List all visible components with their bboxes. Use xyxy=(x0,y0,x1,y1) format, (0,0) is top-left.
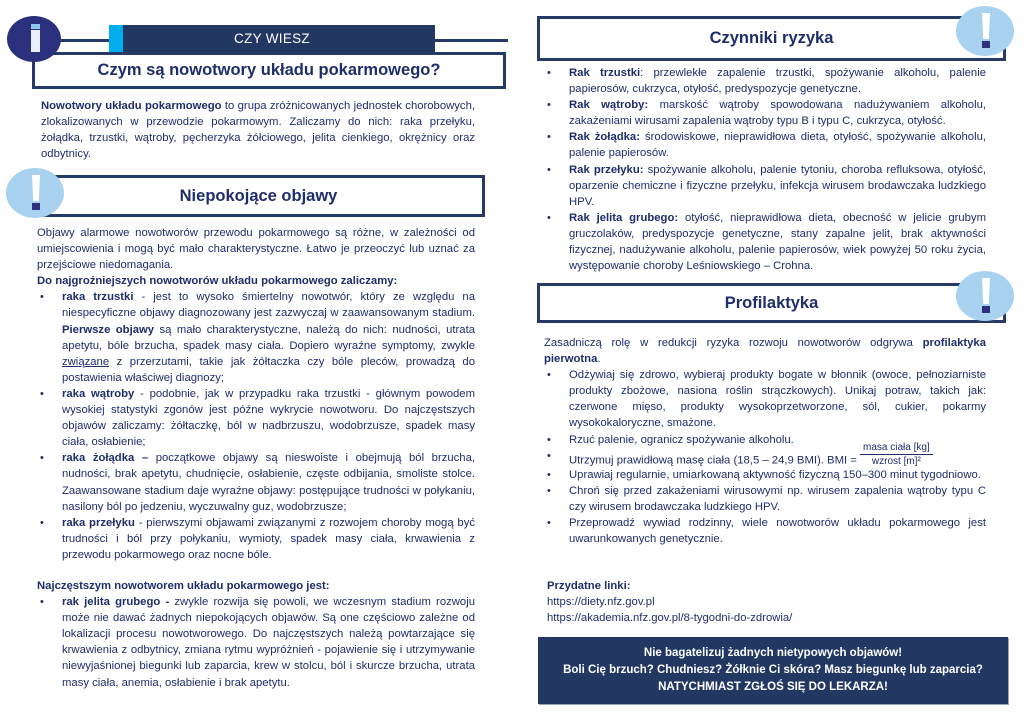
alert-line-3: NATYCHMIAST ZGŁOŚ SIĘ DO LEKARZA! xyxy=(658,681,888,693)
prevention-title-box xyxy=(537,283,1006,323)
symptoms-title: Niepokojące objawy xyxy=(179,186,338,205)
prevention-intro: Zasadniczą rolę w redukcji ryzyka rozwoju nowotworów odgrywa profilaktyka pierwotna. xyxy=(544,337,986,366)
exclamation-icon xyxy=(6,168,64,218)
list-item: • Uprawiaj regularnie, umiarkowaną aktywność fizyczną 150–300 minut tygodniowo. xyxy=(544,467,986,483)
bmi-denominator: wzrost [m]² xyxy=(871,455,921,467)
list-item: • raka żołądka – początkowe objawy są nieswoiste i obejmują ból brzucha, nudności, brak apetytu, chudnięcie, osłabienie, częste odbijania, smoliste stolce. Zaawansowane stadium daje wyraźne objawy: postępujące trudności w połykaniu, nasilony ból po jedzeniu, wyczuwalny guz, wodobrzusze; xyxy=(37,450,475,514)
alert-banner xyxy=(538,637,1008,704)
badge-accent xyxy=(109,25,123,52)
list-item: • Rak trzustki: przewlekłe zapalenie trzustki, spożywanie alkoholu, palenie papierosów, cukrzyca, otyłość, predyspozycje genetyczne. xyxy=(544,65,986,97)
exclamation-icon xyxy=(956,6,1014,56)
intro-title-box xyxy=(32,52,506,89)
intro-paragraph xyxy=(41,98,475,162)
list-item: • Rak żołądka: środowiskowe, nieprawidłowa dieta, otyłość, spożywanie alkoholu, palenie papierosów. xyxy=(544,129,986,161)
symptoms-list xyxy=(37,289,475,563)
links-title: Przydatne linki: xyxy=(547,580,631,592)
czy-wiesz-badge xyxy=(109,25,435,52)
symptoms-intro: Objawy alarmowe nowotworów przewodu pokarmowego są różne, w zależności od umiejscowienia i mogą być mało charakterystyczne. Łatwo je przeoczyć lub uznać za przejściowe niedomagania. xyxy=(37,227,475,272)
prevention-title: Profilaktyka xyxy=(724,293,819,312)
list-item: • Rzuć palenie, ogranicz spożywanie alkoholu. xyxy=(544,432,986,448)
intro-title: Czym są nowotwory układu pokarmowego? xyxy=(97,61,441,79)
badge-label: CZY WIESZ xyxy=(234,31,310,46)
risk-title-box xyxy=(537,16,1006,61)
alert-line-1: Nie bagatelizuj żadnych nietypowych objawów! xyxy=(643,647,903,659)
common-cancer-section xyxy=(37,578,475,691)
list-item: • Przeprowadź wywiad rodzinny, wiele nowotworów układu pokarmowego jest uwarunkowanych genetycznie. xyxy=(544,515,986,547)
list-item: • Rak jelita grubego: otyłość, nieprawidłowa dieta, obecność w jelicie grubym gruczolaków, predyspozycje genetyczne, stany zapalne jelit, brak aktywności fizycznej, nadużywanie alkoholu, palenie papierosów, wiek powyżej 50 roku życia, występowanie choroby Leśniowskiego – Crohna. xyxy=(544,210,986,274)
risk-body xyxy=(544,65,986,274)
connector-line-right xyxy=(434,39,508,42)
bmi-formula xyxy=(860,442,933,467)
list-item: • raka wątroby - podobnie, jak w przypadku raka trzustki - głównym powodem wysokiej statystyki zgonów jest późne wykrycie nowotworu. Do najczęstszych objawów zaliczamy: żółtaczkę, ból w nadbrzuszu, wodobrzusze, spadek masy ciała, osłabienie; xyxy=(37,386,475,450)
exclamation-icon xyxy=(956,271,1014,321)
info-icon xyxy=(7,16,61,62)
symptoms-subhead: Do najgroźniejszych nowotworów układu pokarmowego zaliczamy: xyxy=(37,275,398,288)
prevention-list xyxy=(544,367,986,547)
connector-line xyxy=(55,39,111,42)
bmi-numerator: masa ciała [kg] xyxy=(860,442,933,455)
intro-bold: Nowotwory układu pokarmowego xyxy=(41,100,222,112)
list-item: • raka przełyku - pierwszymi objawami związanymi z rozwojem choroby mogą być trudności i ból przy połykaniu, wymioty, spadek masy ciała, krwawienia z przewodu pokarmowego oraz nocne bóle. xyxy=(37,515,475,563)
useful-links xyxy=(547,578,987,626)
intro-text: to grupa zróżnicowanych jednostek chorobowych, zlokalizowanych w przewodzie pokarmowym. Zaliczamy do nich: raka przełyku, żołądka, trzustki, wątroby, pęcherzyka żółciowego, jelita cienkiego, okrężnicy oraz odbytnicy. xyxy=(41,100,475,161)
risk-list xyxy=(544,65,986,274)
alert-line-2: Boli Cię brzuch? Chudniesz? Żółknie Ci skóra? Masz biegunkę lub zaparcia? xyxy=(563,664,983,676)
list-item: • raka trzustki - jest to wysoko śmiertelny nowotwór, który ze względu na niespecyficzne objawy diagnozowany jest zazwyczaj w zaawansowanym stadium. Pierwsze objawy są mało charakterystyczne, należą do nich: nudności, utrata apetytu, bóle brzucha, spadek masy ciała. Dopiero wyraźne symptomy, zwykle związane z przerzutami, takie jak żółtaczka czy bóle pleców, prowadzą do postawienia właściwej diagnozy; xyxy=(37,289,475,386)
link-akademia-nfz[interactable]: https://akademia.nfz.gov.pl/8-tygodni-do-zdrowia/ xyxy=(547,612,793,625)
list-item: • Rak przełyku: spożywanie alkoholu, palenie tytoniu, choroba refluksowa, otyłość, oparzenie chemiczne i fizyczne przełyku, infekcja wirusem brodawczaka ludzkiego HPV. xyxy=(544,162,986,210)
list-item: • rak jelita grubego - zwykle rozwija się powoli, we wczesnym stadium rozwoju może nie dawać żadnych niepokojących objawów. Są one częściowo zależne od lokalizacji procesu nowotworowego. Do najczęstszych należą powtarzające się krwawienia z odbytnicy, zmiana rytmu wypróżnień - pojawienie się i utrzymywanie niewyjaśnionej biegunki lub zaparcia, krew w stolcu, ból i skurcze brzucha, utrata masy ciała, anemia, osłabienie i brak apetytu. xyxy=(37,594,475,691)
symptoms-body xyxy=(37,225,475,563)
list-item: • Odżywiaj się zdrowo, wybieraj produkty bogate w błonnik (owoce, pełnoziarniste produkty zbożowe, nasiona roślin strączkowych). Unikaj potraw, takich jak: czerwone mięso, produkty wysokoprzetworzone, sól, cukier, pokarmy wysokokaloryczne, smażone. xyxy=(544,367,986,431)
link-diety-nfz[interactable]: https://diety.nfz.gov.pl xyxy=(547,596,655,609)
prevention-body xyxy=(544,335,986,547)
common-subhead: Najczęstszym nowotworem układu pokarmowego jest: xyxy=(37,580,330,592)
risk-title: Czynniki ryzyka xyxy=(709,29,834,47)
list-item: • Chroń się przed zakażeniami wirusowymi np. wirusem zapalenia wątroby typu C czy wirusem brodawczaka ludzkiego HPV. xyxy=(544,483,986,515)
list-item: • Utrzymuj prawidłową masę ciała (18,5 – 24,9 BMI). BMI = masa ciała [kg] wzrost [m]² xyxy=(544,448,986,473)
list-item: • Rak wątroby: marskość wątroby spowodowana nadużywaniem alkoholu, zakażeniami wirusami zapalenia wątroby typu B i typu C, cukrzyca, otyłość. xyxy=(544,97,986,129)
symptoms-title-box xyxy=(32,175,485,217)
